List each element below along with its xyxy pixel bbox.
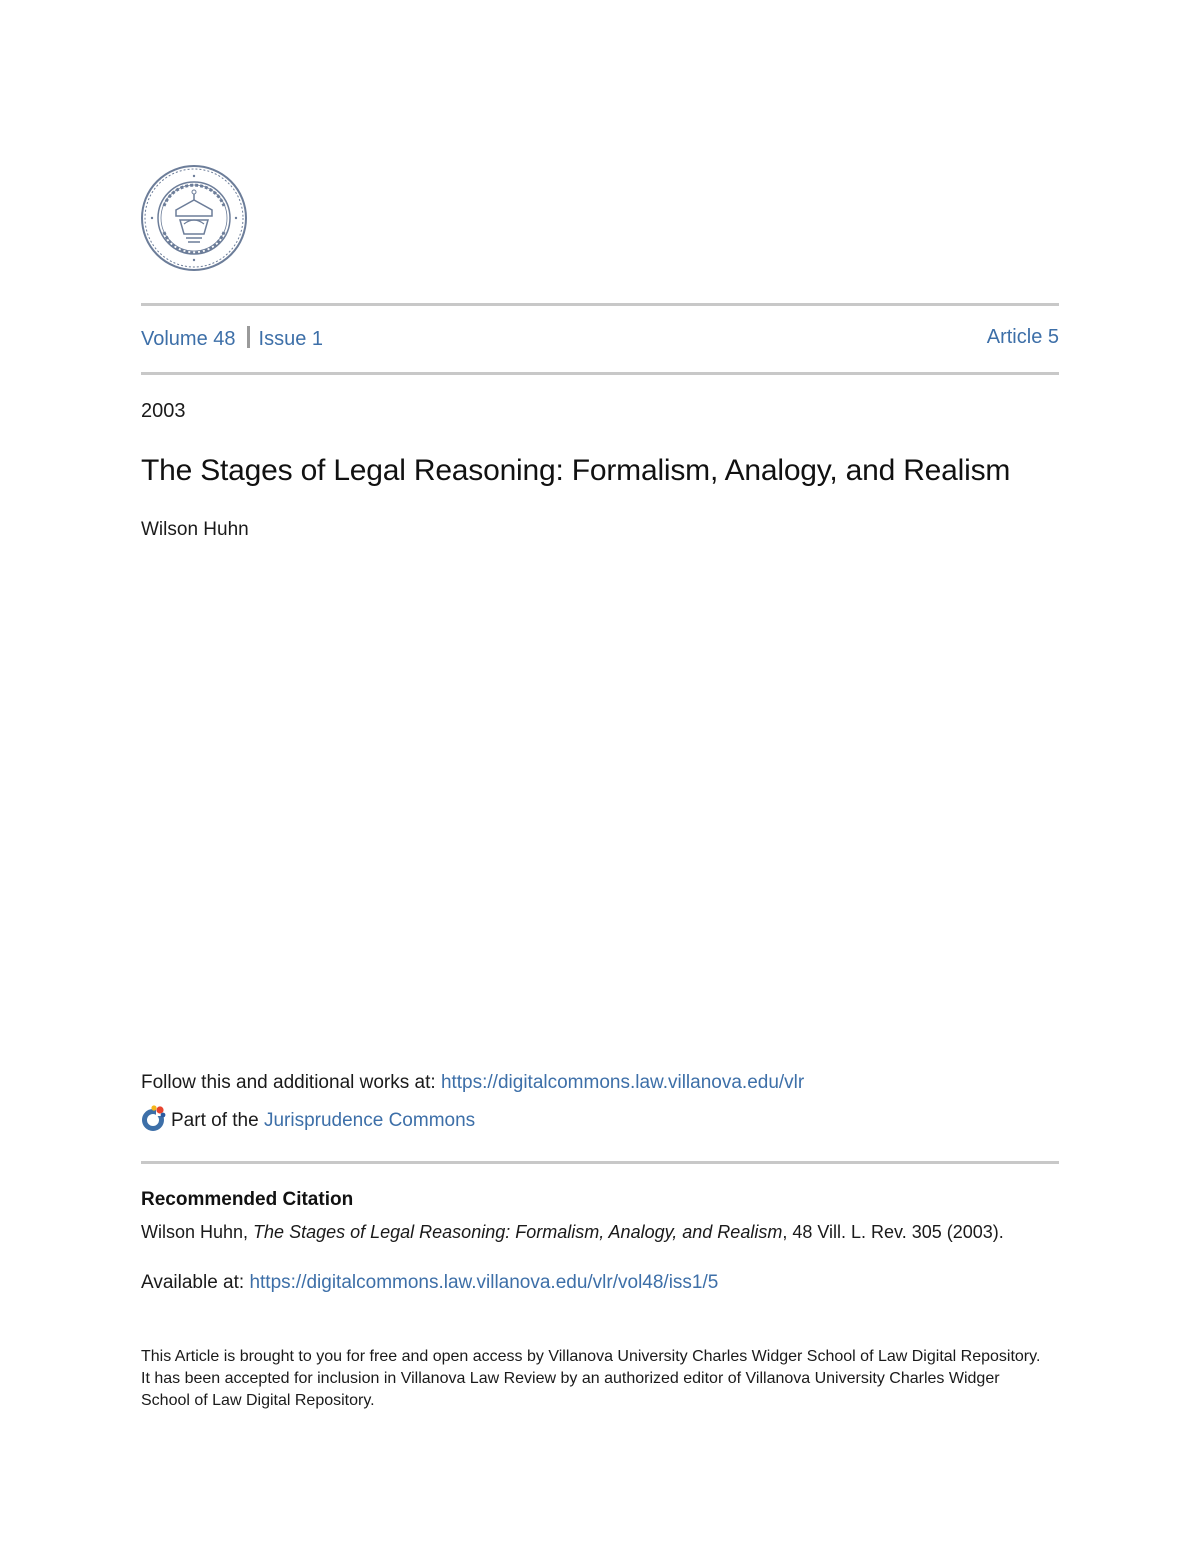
access-notice: This Article is brought to you for free and open access by Villanova University Charles Widger School of Law Digital Repository. It has been accepted for inclusion in Villanova Law Review by an authorized editor of Villanova University Charles Widger School of Law Digital Repository. bbox=[141, 1348, 1041, 1409]
article-url-link[interactable]: https://digitalcommons.law.villanova.edu/vlr/vol48/iss1/5 bbox=[249, 1272, 719, 1293]
citation-title: The Stages of Legal Reasoning: Formalism, Analogy, and Realism bbox=[253, 1222, 783, 1242]
article-title: The Stages of Legal Reasoning: Formalism, Analogy, and Realism bbox=[141, 454, 1011, 487]
divider-middle bbox=[141, 372, 1059, 375]
volume-issue bbox=[141, 326, 323, 351]
university-seal-icon bbox=[140, 164, 248, 272]
follow-prefix: Follow this and additional works at: bbox=[141, 1072, 441, 1093]
publication-year: 2003 bbox=[141, 400, 186, 422]
divider-bottom bbox=[141, 1161, 1059, 1164]
repository-link[interactable]: https://digitalcommons.law.villanova.edu/vlr bbox=[440, 1072, 805, 1093]
part-of-prefix: Part of the bbox=[171, 1110, 264, 1131]
citation-text bbox=[141, 1219, 1041, 1245]
citation-author: Wilson Huhn, bbox=[141, 1222, 254, 1242]
citation-suffix: , 48 Vill. L. Rev. 305 (2003). bbox=[782, 1222, 1004, 1242]
recommended-citation-heading: Recommended Citation bbox=[141, 1189, 354, 1210]
available-prefix: Available at: bbox=[141, 1272, 250, 1293]
article-link[interactable]: Article 5 bbox=[986, 326, 1059, 348]
jurisprudence-commons-link[interactable]: Jurisprudence Commons bbox=[263, 1110, 476, 1131]
follow-line bbox=[141, 1072, 804, 1094]
available-at-line bbox=[141, 1272, 718, 1294]
part-of-line bbox=[141, 1104, 475, 1134]
network-icon bbox=[141, 1104, 167, 1132]
divider-top bbox=[141, 303, 1059, 306]
separator bbox=[247, 326, 250, 348]
volume-link[interactable]: Volume 48 bbox=[141, 328, 236, 350]
issue-bar bbox=[141, 326, 1059, 354]
author-name: Wilson Huhn bbox=[141, 519, 249, 540]
issue-link[interactable]: Issue 1 bbox=[258, 328, 323, 350]
